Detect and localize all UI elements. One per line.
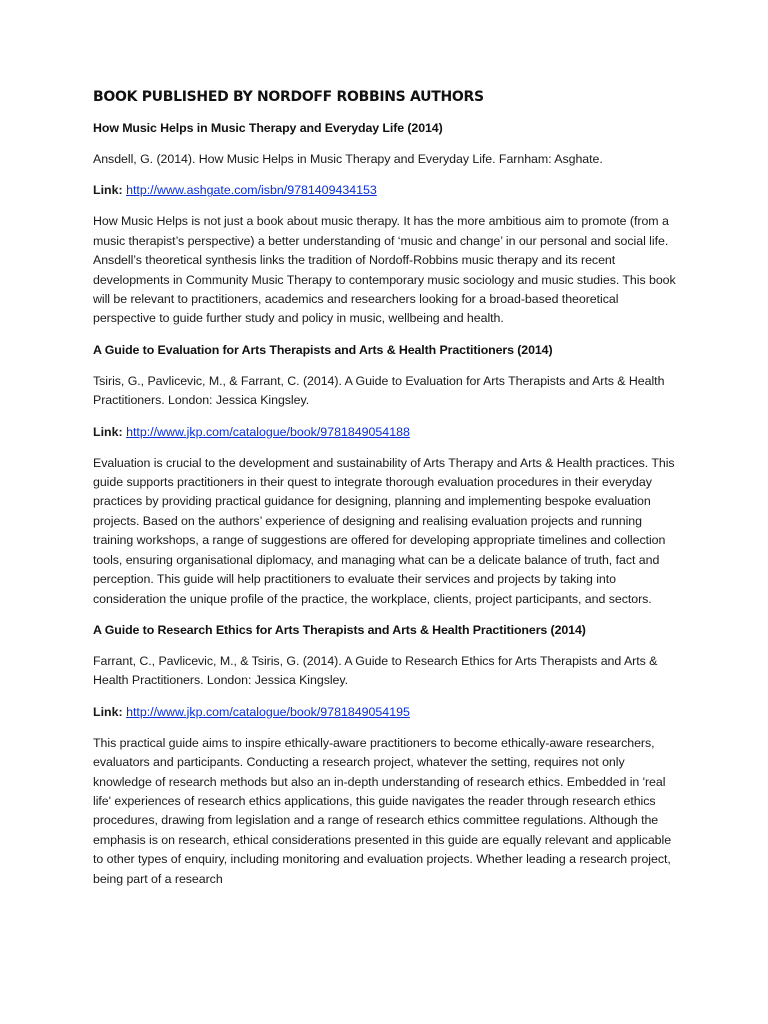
book-citation: Farrant, C., Pavlicevic, M., & Tsiris, G. (2014). A Guide to Research Ethics for Arts Therapists and Arts & Health Practitioners. London: Jessica Kingsley. [93, 653, 658, 688]
book-link-line [93, 181, 679, 200]
book-entry [93, 119, 679, 329]
book-link[interactable]: http://www.jkp.com/catalogue/book/9781849054188 [126, 424, 410, 439]
document-page [93, 87, 679, 901]
link-label: Link: [93, 183, 123, 198]
book-description: This practical guide aims to inspire ethically-aware practitioners to become ethically-aware researchers, evaluators and participants. Conducting a research project, whatever the setting, requires not only knowledge of research methods but also an in-depth understanding of research ethics. Embedded in 'real life' experiences of research ethics applications, this guide navigates the reader through research ethics procedures, drawing from legislation and a range of research ethics committee regulations. Although the emphasis is on research, ethical considerations presented in this guide are equally relevant and applicable to other types of enquiry, including monitoring and evaluation projects. Whether leading a research project, being part of a research [93, 735, 672, 886]
book-link-line [93, 703, 679, 722]
book-entry [93, 621, 679, 889]
document-title: BOOK PUBLISHED BY NORDOFF ROBBINS AUTHORS [93, 89, 484, 105]
book-title: A Guide to Research Ethics for Arts Therapists and Arts & Health Practitioners (2014) [93, 622, 586, 637]
link-label: Link: [93, 424, 123, 439]
book-title: A Guide to Evaluation for Arts Therapists and Arts & Health Practitioners (2014) [93, 342, 553, 357]
book-description: Evaluation is crucial to the development and sustainability of Arts Therapy and Arts & Health practices. This guide supports practitioners in their quest to integrate thorough evaluation procedures in their everyday practices by providing practical guidance for designing, planning and implementing bespoke evaluation projects. Based on the authors’ experience of designing and realising evaluation projects and running training workshops, a range of suggestions are offered for developing appropriate timelines and collection tools, ensuring organisational diplomacy, and managing what can be a delicate balance of truth, fact and perception. This guide will help practitioners to evaluate their services and projects by taking into consideration the unique profile of the practice, the workplace, clients, project participants, and sectors. [93, 455, 675, 606]
book-title: How Music Helps in Music Therapy and Everyday Life (2014) [93, 121, 443, 135]
book-citation: Tsiris, G., Pavlicevic, M., & Farrant, C. (2014). A Guide to Evaluation for Arts Therapists and Arts & Health Practitioners. London: Jessica Kingsley. [93, 373, 665, 408]
book-link[interactable]: http://www.ashgate.com/isbn/9781409434153 [126, 183, 377, 198]
book-link[interactable]: http://www.jkp.com/catalogue/book/9781849054195 [126, 704, 410, 719]
link-label: Link: [93, 704, 123, 719]
book-citation: Ansdell, G. (2014). How Music Helps in Music Therapy and Everyday Life. Farnham: Asghate. [93, 152, 603, 166]
book-link-line [93, 423, 679, 442]
book-entry [93, 341, 679, 609]
book-description: How Music Helps is not just a book about music therapy. It has the more ambitious aim to promote (from a music therapist’s perspective) a better understanding of ‘music and change’ in our personal and social life. Ansdell’s theoretical synthesis links the tradition of Nordoff-Robbins music therapy and its recent developments in Community Music Therapy to contemporary music sociology and music studies. This book will be relevant to practitioners, academics and researchers looking for a broad-based theoretical perspective to guide further study and policy in music, wellbeing and health. [93, 214, 676, 326]
